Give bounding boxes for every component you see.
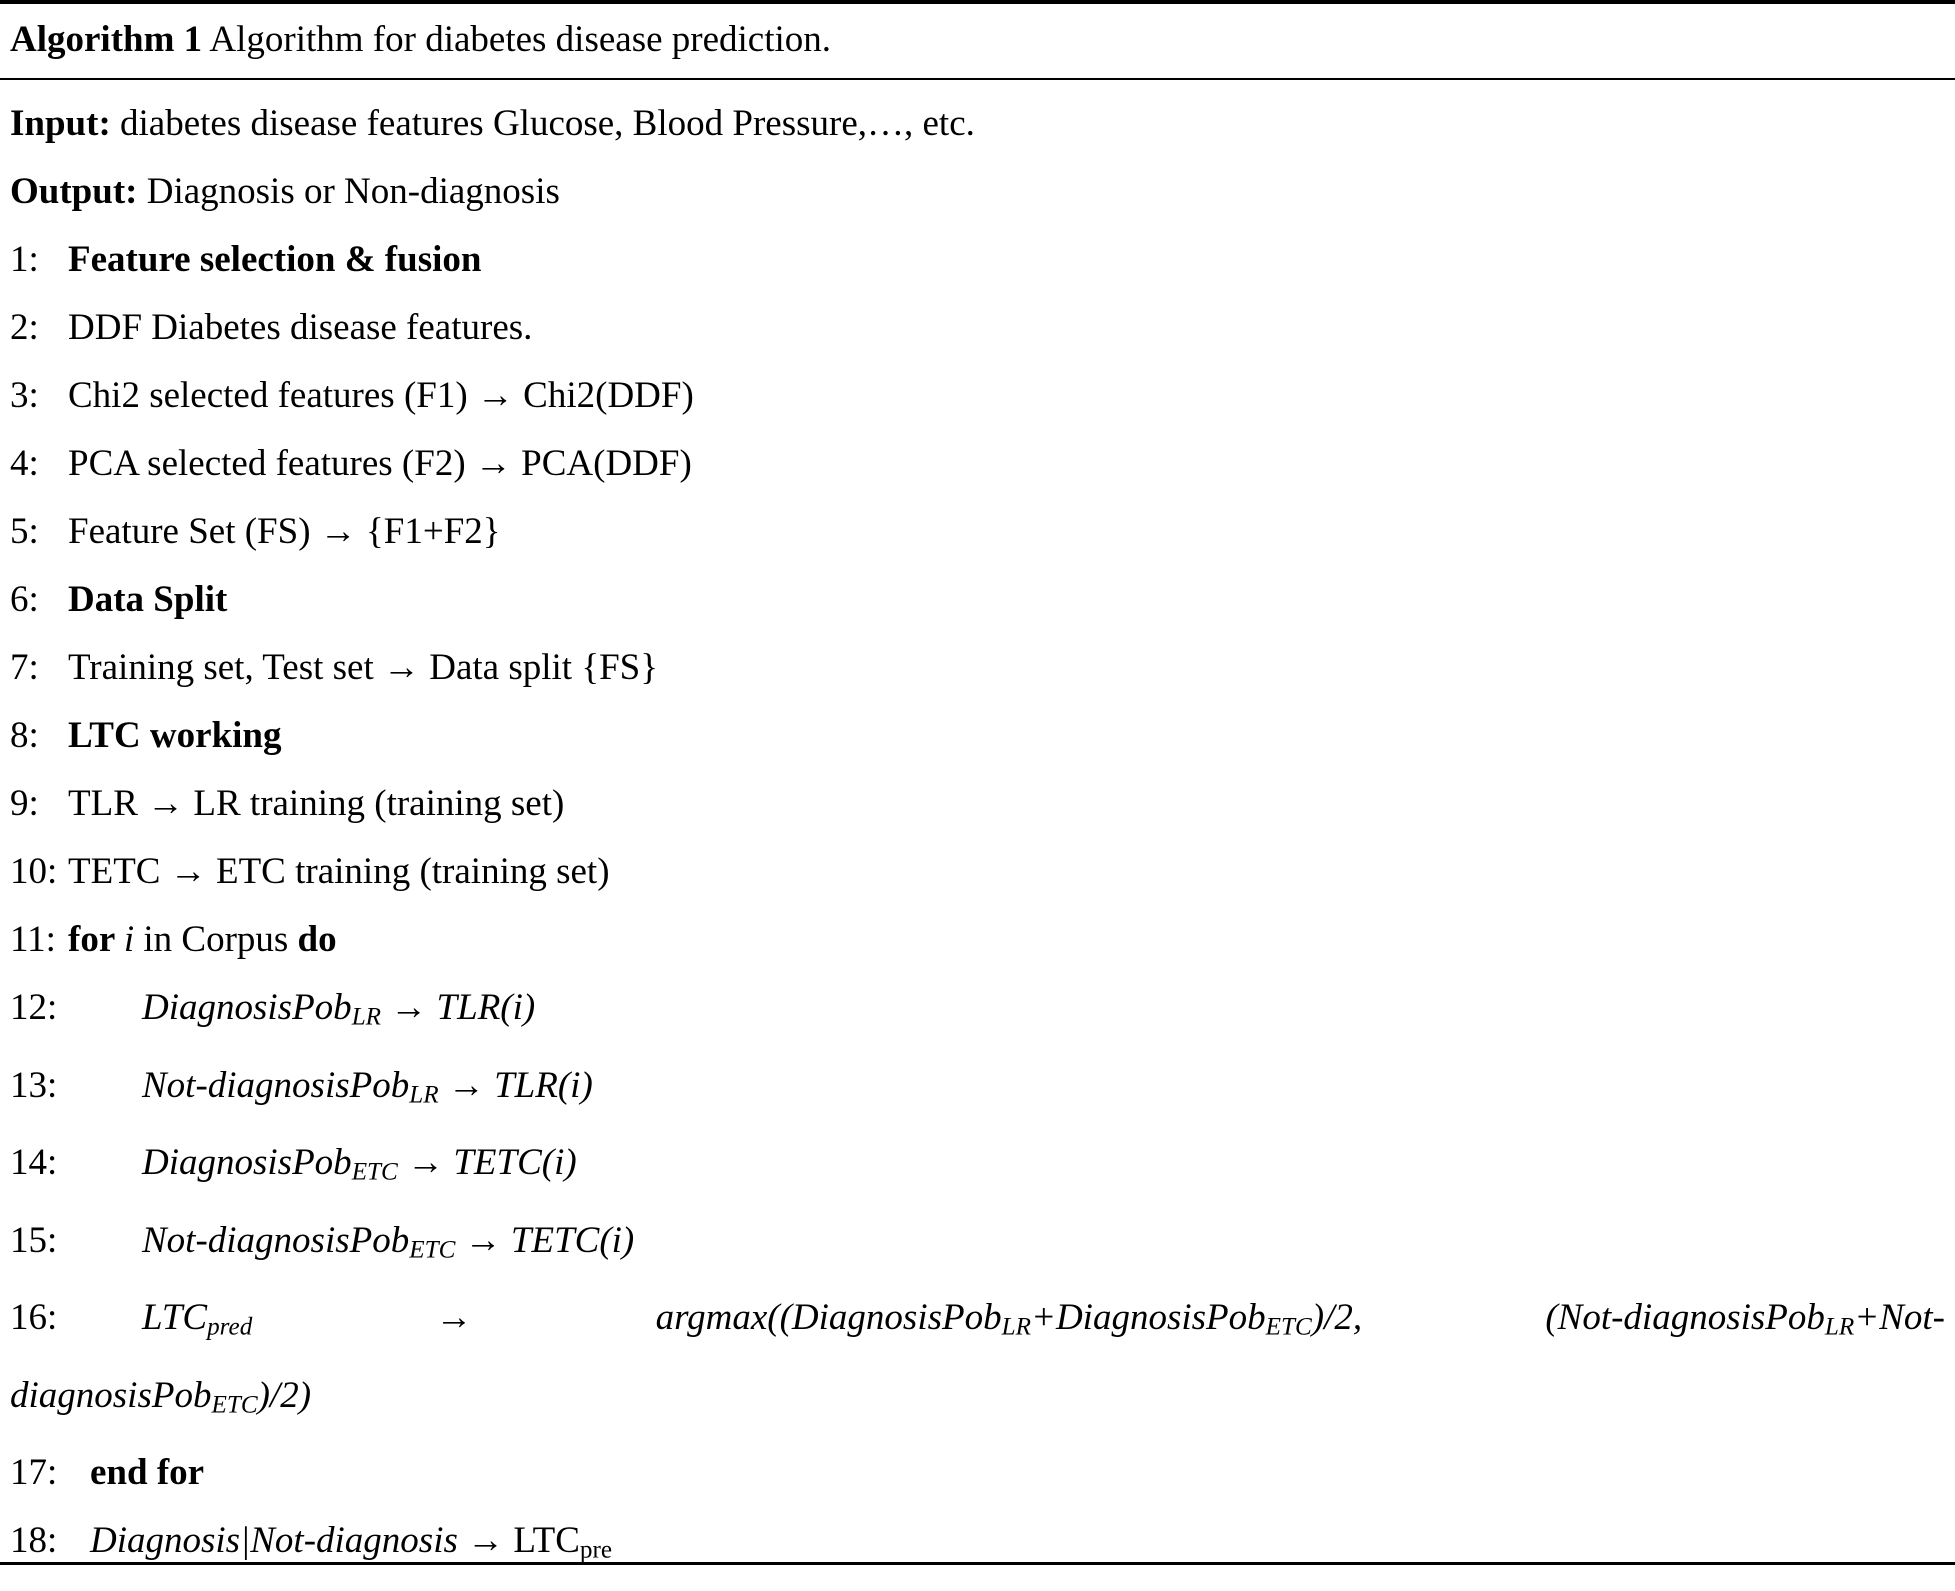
line-text: Not-diagnosisPob: [142, 1219, 410, 1261]
line-text: TETC → ETC training (training set): [68, 851, 610, 892]
line-number: 5:: [10, 511, 39, 552]
line-number: 6:: [10, 579, 39, 620]
line-text: → TETC(i): [397, 1142, 577, 1184]
algo-line-4: [10, 430, 1945, 498]
output-line: [10, 158, 1945, 226]
algo-line-3: [10, 362, 1945, 430]
algo-line-9: [10, 770, 1945, 838]
line-number: 15:: [10, 1219, 58, 1261]
algo-line-5: [10, 498, 1945, 566]
subscript: pre: [579, 1536, 612, 1564]
algo-line-15: [10, 1207, 1945, 1285]
algo-line-11: [10, 906, 1945, 974]
line-text: Chi2 selected features (F1) → Chi2(DDF): [68, 375, 694, 416]
line-text: in Corpus: [134, 919, 298, 960]
line-number: 16:: [10, 1297, 58, 1339]
algorithm-body: [0, 80, 1955, 1591]
keyword-for: for: [68, 919, 124, 960]
line-number: 8:: [10, 715, 39, 756]
line-number: 9:: [10, 783, 39, 824]
line-text: → LTC: [457, 1520, 580, 1562]
algo-line-14: [10, 1129, 1945, 1207]
line-text: PCA selected features (F2) → PCA(DDF): [68, 443, 692, 484]
line-text: Feature Set (FS) → {F1+F2}: [68, 511, 501, 552]
line-text: → TLR(i): [438, 1064, 593, 1106]
line-text: )/2,: [1311, 1297, 1363, 1339]
line-text: +DiagnosisPob: [1030, 1297, 1266, 1339]
line-number: 13:: [10, 1064, 58, 1106]
line-number: 4:: [10, 443, 39, 484]
line-number: 7:: [10, 647, 39, 688]
algo-line-18: [10, 1507, 1945, 1585]
subscript: ETC: [1265, 1313, 1312, 1341]
input-line: [10, 90, 1945, 158]
algo-line-7: [10, 634, 1945, 702]
line-text: +Not-: [1854, 1297, 1945, 1339]
line-text: Data Split: [68, 579, 228, 620]
line-number: 12:: [10, 987, 58, 1028]
line-number: 1:: [10, 239, 39, 280]
algo-line-2: [10, 294, 1945, 362]
algorithm-header: [0, 4, 1955, 80]
arrow-glyph: →: [435, 1297, 473, 1339]
output-text: Diagnosis or Non-diagnosis: [137, 171, 560, 212]
algorithm-title: Algorithm for diabetes disease prediction.: [202, 19, 832, 60]
algo-line-10: [10, 838, 1945, 906]
line-number: 18:: [10, 1520, 58, 1562]
subscript: ETC: [409, 1236, 456, 1264]
line-text: TLR → LR training (training set): [68, 783, 565, 824]
algo-line-13: [10, 1052, 1945, 1130]
algo-line-17: [10, 1439, 1945, 1507]
line-text: diagnosisPob: [10, 1374, 212, 1416]
algo-line-6: [10, 566, 1945, 634]
input-text: diabetes disease features Glucose, Blood Pressure,…, etc.: [110, 103, 975, 144]
input-label: Input:: [10, 103, 111, 144]
algo-line-16-continued: [10, 1362, 1945, 1440]
line-16-chunk-4: [1545, 1284, 1945, 1362]
subscript: LR: [409, 1081, 439, 1109]
line-number: 2:: [10, 307, 39, 348]
line-number: 17:: [10, 1452, 58, 1494]
line-text: argmax((DiagnosisPob: [655, 1297, 1002, 1339]
line-16-chunk-1: [10, 1284, 252, 1362]
algo-line-12: [10, 974, 1945, 1052]
subscript: pred: [207, 1313, 253, 1341]
line-text: DiagnosisPob: [142, 987, 352, 1028]
algo-line-8: [10, 702, 1945, 770]
line-text: Diagnosis|Not-diagnosis: [90, 1520, 458, 1562]
line-text: → TETC(i): [455, 1219, 635, 1261]
algo-line-16: [10, 1284, 1945, 1362]
line-text: DiagnosisPob: [142, 1142, 352, 1184]
subscript: LR: [1001, 1313, 1031, 1341]
line-number: 10:: [10, 851, 58, 892]
line-text: )/2): [257, 1374, 312, 1416]
output-label: Output:: [10, 171, 138, 212]
subscript: LR: [1824, 1313, 1855, 1341]
line-text: LTC: [142, 1297, 208, 1339]
subscript: LR: [351, 1003, 382, 1031]
keyword-do: do: [297, 919, 337, 960]
keyword-end-for: end for: [90, 1452, 205, 1494]
line-text: (Not-diagnosisPob: [1545, 1297, 1825, 1339]
subscript: ETC: [351, 1158, 398, 1186]
line-text: Not-diagnosisPob: [142, 1064, 410, 1106]
line-text: LTC working: [68, 715, 282, 756]
subscript: ETC: [211, 1391, 258, 1419]
line-text: DDF Diabetes disease features.: [68, 307, 533, 348]
line-text: → TLR(i): [381, 987, 536, 1028]
line-16-chunk-3: [656, 1284, 1363, 1362]
line-number: 14:: [10, 1142, 58, 1184]
line-number: 11:: [10, 919, 56, 960]
loop-variable: i: [123, 919, 135, 960]
algo-line-1: [10, 226, 1945, 294]
line-number: 3:: [10, 375, 39, 416]
algorithm-label: Algorithm 1: [10, 19, 203, 60]
line-text: Feature selection & fusion: [68, 239, 482, 280]
line-text: Training set, Test set → Data split {FS}: [68, 647, 659, 688]
